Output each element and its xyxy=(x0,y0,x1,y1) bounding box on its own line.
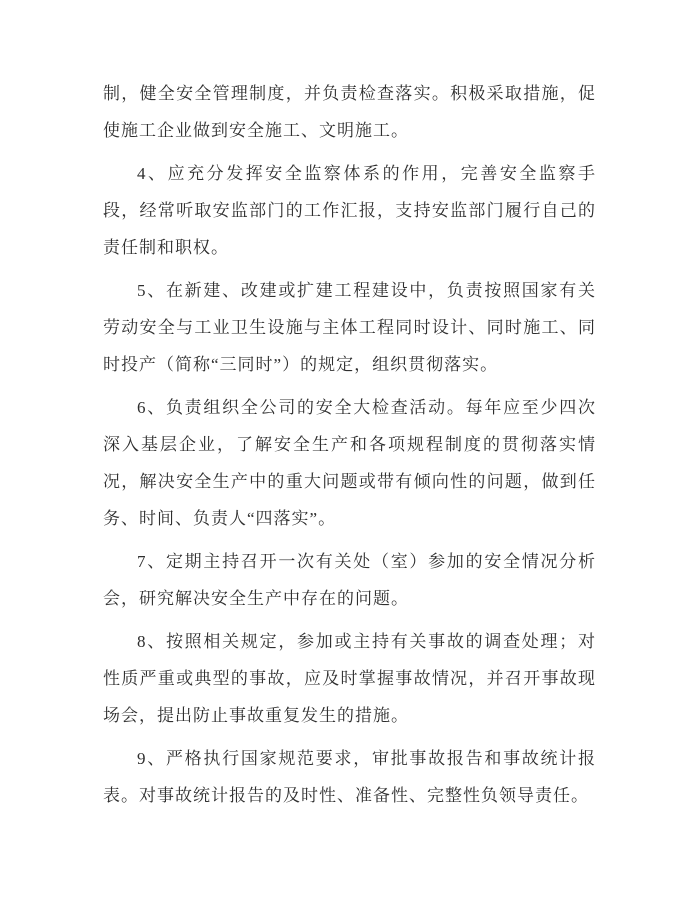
paragraph: 4、应充分发挥安全监察体系的作用，完善安全监察手段，经常听取安监部门的工作汇报，支持安监部门履行自己的责任制和职权。 xyxy=(103,164,596,257)
paragraph: 9、严格执行国家规范要求，审批事故报告和事故统计报表。对事故统计报告的及时性、准备性、完整性负领导责任。 xyxy=(103,749,596,805)
paragraph: 制，健全安全管理制度，并负责检查落实。积极采取措施，促使施工企业做到安全施工、文明施工。 xyxy=(103,84,596,140)
paragraph: 6、负责组织全公司的安全大检查活动。每年应至少四次深入基层企业，了解安全生产和各项规程制度的贯彻落实情况，解决安全生产中的重大问题或带有倾向性的问题，做到任务、时间、负责人“四落实”。 xyxy=(103,398,596,528)
document-body xyxy=(103,75,596,814)
paragraph: 5、在新建、改建或扩建工程建设中，负责按照国家有关劳动安全与工业卫生设施与主体工程同时设计、同时施工、同时投产（简称“三同时”）的规定，组织贯彻落实。 xyxy=(103,281,596,374)
paragraph: 7、定期主持召开一次有关处（室）参加的安全情况分析会，研究解决安全生产中存在的问题。 xyxy=(103,552,596,608)
paragraph: 8、按照相关规定，参加或主持有关事故的调查处理；对性质严重或典型的事故，应及时掌握事故情况，并召开事故现场会，提出防止事故重复发生的措施。 xyxy=(103,632,596,725)
